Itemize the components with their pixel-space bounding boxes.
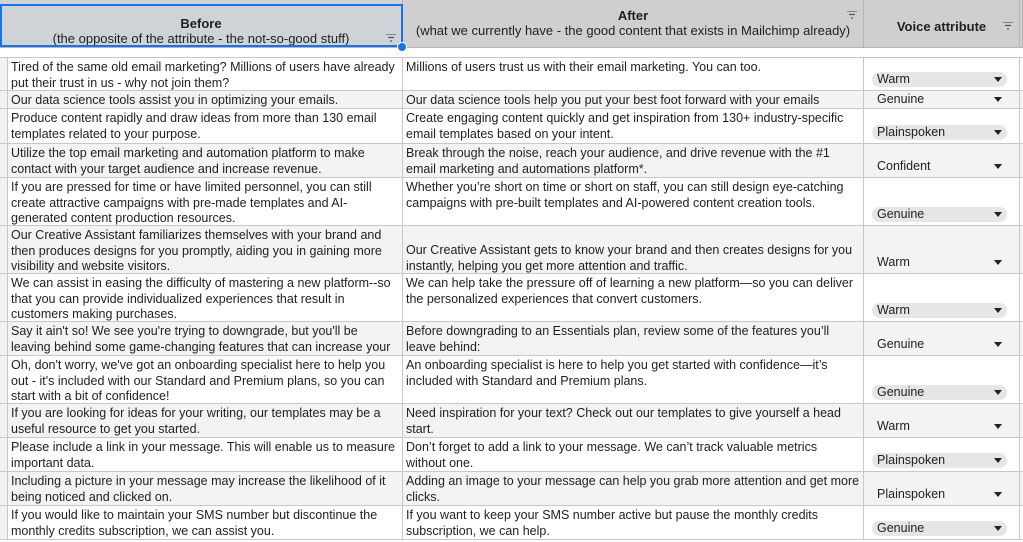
voice-cell[interactable]	[864, 58, 1020, 90]
after-cell[interactable]: Need inspiration for your text? Check out our templates to give yourself a head start.	[403, 404, 864, 437]
table-row	[0, 356, 1023, 404]
before-cell[interactable]: Oh, don't worry, we've got an onboarding specialist here to help you out - it's included with our Standard and Premium plans, so you can start with a bit of confidence!	[8, 356, 403, 403]
before-cell[interactable]: If you are pressed for time or have limited personnel, you can still create attractive campaigns with pre-made templates and AI-generated content production resources.	[8, 178, 403, 225]
voice-cell[interactable]	[864, 472, 1020, 505]
header-after[interactable]	[403, 0, 864, 48]
dropdown-arrow-icon[interactable]	[994, 458, 1002, 463]
dropdown-arrow-icon[interactable]	[994, 492, 1002, 497]
dropdown-arrow-icon[interactable]	[994, 526, 1002, 531]
voice-dropdown[interactable]	[872, 92, 1007, 107]
table-row	[0, 274, 1023, 322]
dropdown-arrow-icon[interactable]	[994, 77, 1002, 82]
header-after-subtitle: (what we currently have - the good content that exists in Mailchimp already)	[415, 23, 851, 38]
hidden-row-strip	[0, 48, 1023, 58]
voice-dropdown[interactable]	[872, 487, 1007, 502]
after-cell[interactable]: We can help take the pressure off of learning a new platform—so you can deliver the personalized experiences that convert customers.	[403, 274, 864, 321]
table-row	[0, 91, 1023, 109]
voice-dropdown[interactable]	[872, 125, 1007, 140]
dropdown-arrow-icon[interactable]	[994, 390, 1002, 395]
cell-selection	[0, 4, 403, 47]
dropdown-arrow-icon[interactable]	[994, 130, 1002, 135]
before-cell[interactable]: Utilize the top email marketing and automation platform to make contact with your target audience and increase revenue.	[8, 144, 403, 177]
table-row	[0, 404, 1023, 438]
voice-cell[interactable]	[864, 274, 1020, 321]
before-cell[interactable]: Our Creative Assistant familiarizes themselves with your brand and then produces designs for you promptly, aiding you in gaining more visibility and website visitors.	[8, 226, 403, 273]
before-cell[interactable]: Produce content rapidly and draw ideas from more than 130 email templates related to your purpose.	[8, 109, 403, 143]
after-cell[interactable]: Whether you’re short on time or short on staff, you can still design eye-catching campaigns with pre-built templates and AI-powered content creation tools.	[403, 178, 864, 225]
after-cell[interactable]: Millions of users trust us with their email marketing. You can too.	[403, 58, 864, 90]
after-cell[interactable]: Break through the noise, reach your audience, and drive revenue with the #1 email marketing and automations platform*.	[403, 144, 864, 177]
after-cell[interactable]: An onboarding specialist is here to help you get started with confidence—it’s included with Standard and Premium plans.	[403, 356, 864, 403]
voice-value: Plainspoken	[877, 487, 946, 501]
voice-dropdown[interactable]	[872, 255, 1007, 270]
table-row	[0, 109, 1023, 144]
voice-value: Plainspoken	[877, 453, 946, 467]
voice-value: Genuine	[877, 207, 925, 221]
voice-dropdown[interactable]	[872, 303, 1007, 318]
table-row	[0, 506, 1023, 540]
dropdown-arrow-icon[interactable]	[994, 424, 1002, 429]
dropdown-arrow-icon[interactable]	[994, 164, 1002, 169]
voice-value: Confident	[877, 159, 931, 173]
voice-cell[interactable]	[864, 109, 1020, 143]
voice-dropdown[interactable]	[872, 521, 1007, 536]
before-cell[interactable]: If you would like to maintain your SMS number but discontinue the monthly credits subscription, we can assist you.	[8, 506, 403, 539]
before-cell[interactable]: Including a picture in your message may increase the likelihood of it being noticed and clicked on.	[8, 472, 403, 505]
table-row	[0, 58, 1023, 91]
dropdown-arrow-icon[interactable]	[994, 260, 1002, 265]
before-cell[interactable]: We can assist in easing the difficulty of mastering a new platform--so that you can provide individualized experiences that result in customers making purchases.	[8, 274, 403, 321]
voice-cell[interactable]	[864, 322, 1020, 355]
after-cell[interactable]: Before downgrading to an Essentials plan, review some of the features you’ll leave behind:	[403, 322, 864, 355]
table-row	[0, 322, 1023, 356]
voice-dropdown[interactable]	[872, 337, 1007, 352]
voice-cell[interactable]	[864, 226, 1020, 273]
after-cell[interactable]: Create engaging content quickly and get inspiration from 130+ industry-specific email templates based on your intent.	[403, 109, 864, 143]
table-row	[0, 438, 1023, 472]
after-cell[interactable]: Don’t forget to add a link to your message. We can’t track valuable metrics without one.	[403, 438, 864, 471]
voice-value: Genuine	[877, 521, 925, 535]
voice-value: Warm	[877, 72, 910, 86]
header-after-title: After	[617, 8, 649, 23]
filter-icon[interactable]	[847, 11, 857, 19]
voice-cell[interactable]	[864, 356, 1020, 403]
voice-dropdown[interactable]	[872, 419, 1007, 434]
after-cell[interactable]: If you want to keep your SMS number active but pause the monthly credits subscription, we can help.	[403, 506, 864, 539]
voice-value: Warm	[877, 255, 910, 269]
table-row	[0, 144, 1023, 178]
before-cell[interactable]: Please include a link in your message. This will enable us to measure important data.	[8, 438, 403, 471]
before-cell[interactable]: Say it ain't so! We see you're trying to downgrade, but you'll be leaving behind some game-changing features that can increase your	[8, 322, 403, 355]
voice-dropdown[interactable]	[872, 207, 1007, 222]
dropdown-arrow-icon[interactable]	[994, 97, 1002, 102]
voice-value: Warm	[877, 419, 910, 433]
voice-dropdown[interactable]	[872, 159, 1007, 174]
voice-dropdown[interactable]	[872, 72, 1007, 87]
table-row	[0, 226, 1023, 274]
dropdown-arrow-icon[interactable]	[994, 212, 1002, 217]
voice-dropdown[interactable]	[872, 453, 1007, 468]
voice-value: Plainspoken	[877, 125, 946, 139]
before-cell[interactable]: Tired of the same old email marketing? Millions of users have already put their trust in us - why not join them?	[8, 58, 403, 90]
voice-value: Warm	[877, 303, 910, 317]
after-cell[interactable]: Adding an image to your message can help you grab more attention and get more clicks.	[403, 472, 864, 505]
header-voice[interactable]	[864, 0, 1020, 48]
voice-cell[interactable]	[864, 438, 1020, 471]
voice-value: Genuine	[877, 385, 925, 399]
voice-cell[interactable]	[864, 404, 1020, 437]
filter-icon[interactable]	[1003, 22, 1013, 30]
voice-cell[interactable]	[864, 144, 1020, 177]
table-row	[0, 472, 1023, 506]
after-cell[interactable]: Our Creative Assistant gets to know your brand and then creates designs for you instantly, helping you get more attention and traffic.	[403, 226, 864, 273]
header-before-subtitle: (the opposite of the attribute - the not-so-good stuff)	[52, 31, 350, 46]
after-cell[interactable]: Our data science tools help you put your best foot forward with your emails	[403, 91, 864, 108]
header-before-title: Before	[180, 16, 222, 31]
table-row	[0, 178, 1023, 226]
voice-value: Genuine	[877, 92, 925, 106]
voice-dropdown[interactable]	[872, 385, 1007, 400]
header-voice-title: Voice attribute	[896, 19, 987, 34]
before-cell[interactable]: Our data science tools assist you in optimizing your emails.	[8, 91, 403, 108]
voice-value: Genuine	[877, 337, 925, 351]
before-cell[interactable]: If you are looking for ideas for your writing, our templates may be a useful resource to get you started.	[8, 404, 403, 437]
voice-cell[interactable]	[864, 91, 1020, 108]
voice-cell[interactable]	[864, 506, 1020, 539]
dropdown-arrow-icon[interactable]	[994, 308, 1002, 313]
fill-handle[interactable]	[397, 42, 407, 52]
dropdown-arrow-icon[interactable]	[994, 342, 1002, 347]
voice-cell[interactable]	[864, 178, 1020, 225]
